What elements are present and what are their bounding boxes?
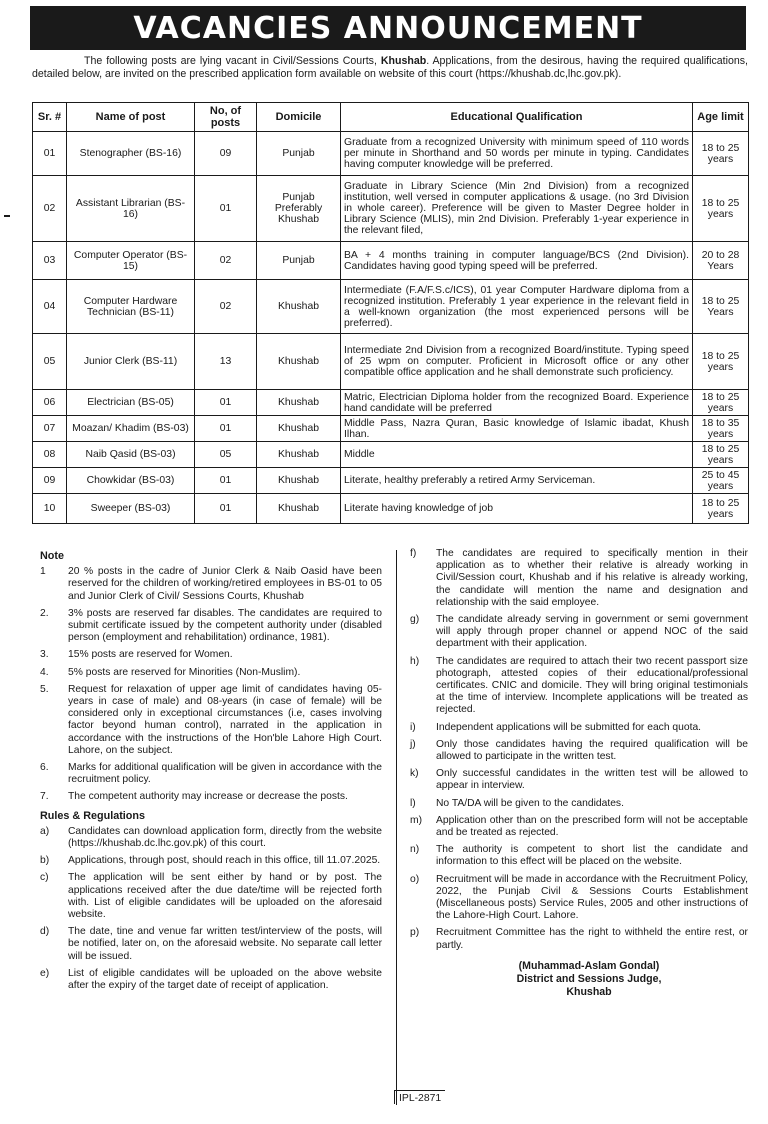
cell-domicile: Khushab [257,390,341,416]
cell-age-limit: 18 to 25 years [693,442,749,468]
cell-qualification: BA + 4 months training in computer language/BCS (2nd Division). Candidates having good typing speed will be preferred. [341,242,693,280]
cell-posts-count: 01 [195,416,257,442]
table-row [33,390,749,416]
list-item-text: Recruitment will be made in accordance with the Recruitment Policy, 2022, the Punjab Civil & Sessions Courts Establishment (Miscellaneous posts) Service Rules, 2005 and other instructions of the Lahore-High Court. Lahore. [436,873,748,922]
list-item-number: k) [410,768,419,780]
list-item-number: i) [410,721,416,733]
cell-sr: 10 [33,494,67,524]
cell-qualification: Middle [341,442,693,468]
list-item-text: The competent authority may increase or decrease the posts. [68,791,348,803]
intro-paragraph [32,55,748,81]
cell-posts-count: 05 [195,442,257,468]
reference-number: IPL-2871 [394,1090,445,1104]
header-posts-count: No, of posts [195,103,257,132]
cell-age-limit: 18 to 25 years [693,390,749,416]
cell-domicile: Punjab [257,242,341,280]
cell-domicile: Khushab [257,442,341,468]
header-post: Name of post [67,103,195,132]
list-item-text: 3% posts are reserved far disables. The candidates are required to submit certificate issued by the competent authority under (disabled person (employment and rehabilitation) ordinance, 1981). [68,607,382,644]
list-item-number: 1 [40,566,46,578]
list-item [410,548,748,609]
cell-sr: 08 [33,442,67,468]
cell-sr: 06 [33,390,67,416]
cell-post-name: Sweeper (BS-03) [67,494,195,524]
table-row [33,416,749,442]
list-item [32,762,382,786]
list-item-number: h) [410,655,420,667]
list-item-text: List of eligible candidates will be uploaded on the above website after the expiry of the target date of receipt of application. [68,967,382,992]
list-item [32,926,382,963]
cell-post-name: Moazan/ Khadim (BS-03) [67,416,195,442]
table-row [33,242,749,280]
cell-age-limit: 18 to 25 years [693,176,749,242]
cell-post-name: Computer Hardware Technician (BS-11) [67,280,195,334]
cell-domicile: Khushab [257,334,341,390]
vacancies-table [32,102,749,524]
vacancies-table-body [33,132,749,524]
list-item [32,968,382,992]
list-item-number: 7. [40,791,49,803]
list-item-text: Independent applications will be submitted for each quota. [436,721,702,733]
cell-qualification: Intermediate 2nd Division from a recognized Board/institute. Typing speed of 25 wpm on computer. Proficient in Microsoft office or any other compatible office application and he shall demonstrate such proficiency. [341,334,693,390]
list-item [32,608,382,645]
list-item-number: p) [410,927,420,939]
table-row [33,442,749,468]
list-item-text: The candidates are required to attach their two recent passport size photograph, attested copies of their educational/professional certificates. CNIC and domicile. They will bring original testimonials at the time of interview. Incomplete applications will be treated as rejected. [436,655,748,716]
list-item-text: No TA/DA will be given to the candidates. [436,797,624,809]
table-row [33,494,749,524]
cell-domicile: Khushab [257,416,341,442]
table-row [33,334,749,390]
list-item-number: 6. [40,762,49,774]
cell-qualification: Graduate in Library Science (Min 2nd Division) from a recognized institution, well versed in computer applications & usage. (no 3rd Division in whole career). Preference will be given to Master Degree holder in Library Science (MLIS), min 2nd Division. Preferably 1-year experience in the relevant filed, [341,176,693,242]
list-item-number: 3. [40,649,49,661]
column-divider [396,550,397,1105]
list-item [410,656,748,717]
list-item [410,722,748,734]
signature-designation: District and Sessions Judge, [516,972,662,985]
list-item-text: The candidate already serving in government or semi government will apply through proper channel or append NOC of the said department with their application. [436,614,748,650]
header-sr: Sr. # [33,103,67,132]
notes-left-column [32,548,382,997]
list-item [410,614,748,651]
cell-sr: 02 [33,176,67,242]
rules-title: Rules & Regulations [40,809,145,822]
list-item [32,566,382,603]
list-item-text: The application will be sent either by hand or by post. The applications received after the due date/time will be rejected forth with. List of eligible candidates will be uploaded on the aforesaid website. [68,872,382,921]
rules-list [32,826,382,992]
list-item [410,798,748,810]
list-item-number: e) [40,967,50,979]
list-item-text: 5% posts are reserved for Minorities (Non-Muslim). [68,666,301,678]
list-item [32,826,382,850]
cell-sr: 01 [33,132,67,176]
cell-posts-count: 01 [195,468,257,494]
list-item-number: f) [410,548,417,559]
cell-posts-count: 09 [195,132,257,176]
note-title: Note [40,550,64,562]
cell-age-limit: 18 to 25 years [693,132,749,176]
list-item [410,844,748,868]
cell-domicile: Punjab [257,132,341,176]
list-item-number: d) [40,926,50,938]
cell-posts-count: 02 [195,280,257,334]
margin-mark [4,215,10,217]
list-item-text: Marks for additional qualification will be given in accordance with the recruitment policy. [68,762,382,786]
list-item-number: m) [410,814,423,826]
table-header-row [33,103,749,132]
cell-post-name: Computer Operator (BS-15) [67,242,195,280]
cell-posts-count: 01 [195,390,257,416]
list-item [410,739,748,763]
list-item-text: Only successful candidates in the written test will be allowed to appear in interview. [436,768,748,792]
list-item-text: 15% posts are reserved for Women. [68,649,233,661]
list-item-text: Only those candidates having the required qualification will be allowed to participate in the written test. [436,738,748,763]
list-item [410,874,748,923]
list-item-number: 5. [40,683,49,695]
cell-age-limit: 18 to 25 Years [693,280,749,334]
list-item-number: n) [410,844,420,856]
list-item-text: The authority is competent to short list the candidate and information to this effect will be placed on the website. [436,844,748,868]
cell-sr: 07 [33,416,67,442]
rules-right-list [410,548,748,952]
cell-posts-count: 13 [195,334,257,390]
cell-domicile: Khushab [257,468,341,494]
list-item-text: 20 % posts in the cadre of Junior Clerk & Naib Oasid have been reserved for the children of working/retired employees in BS-01 to 05 and Junior Clerk of Civil/ Sessions Courts, Khushab [68,566,382,602]
cell-qualification: Intermediate (F.A/F.S.c/ICS), 01 year Computer Hardware diploma from a recognized institution. Preferably 1 year experience in the relevant field in a well-known organization (the most experienced persons will be preferred). [341,280,693,334]
cell-sr: 04 [33,280,67,334]
signature-name: (Muhammad-Aslam Gondal) [518,959,660,972]
header-age: Age limit [693,103,749,132]
cell-qualification: Matric, Electrician Diploma holder from the recognized Board. Experience hand candidate will be preferred [341,390,693,416]
table-row [33,132,749,176]
list-item-text: Recruitment Committee has the right to withheld the entire rest, or partly. [436,927,748,951]
list-item-number: l) [410,797,416,809]
intro-text-bold: Khushab [380,55,427,67]
list-item [32,855,382,867]
cell-posts-count: 02 [195,242,257,280]
list-item-number: b) [40,855,50,867]
cell-post-name: Naib Qasid (BS-03) [67,442,195,468]
cell-post-name: Stenographer (BS-16) [67,132,195,176]
cell-qualification: Graduate from a recognized University with minimum speed of 110 words per minute in Shorthand and 50 words per minute in typing. Candidates having computer knowledge will be preferred. [341,132,693,176]
table-row [33,280,749,334]
list-item [32,649,382,661]
table-row [33,176,749,242]
list-item-text: Applications, through post, should reach in this office, till 11.07.2025. [68,855,381,867]
notes-right-column [410,548,748,999]
list-item [410,768,748,792]
intro-text-after: . Applications, from the desirous, having the required qualifications, detailed below, are invited on the prescribed application form available on website of this court (https://khushab.dc,lhc.gov.pk). [32,55,748,80]
list-item [410,815,748,839]
list-item [32,872,382,921]
cell-age-limit: 20 to 28 Years [693,242,749,280]
list-item-number: 4. [40,666,49,678]
header-domicile: Domicile [257,103,341,132]
signature-place: Khushab [566,985,612,998]
notes-list [32,566,382,803]
cell-post-name: Chowkidar (BS-03) [67,468,195,494]
cell-sr: 09 [33,468,67,494]
cell-posts-count: 01 [195,176,257,242]
list-item-number: g) [410,614,420,626]
page-title: VACANCIES ANNOUNCEMENT [30,6,746,50]
cell-qualification: Literate having knowledge of job [341,494,693,524]
list-item-text: The candidates are required to specifically mention in their application as to whether their relative is already working in Civil/Session court, Khushab and if his relative is already working, the candidate will mention the name and designation and relationship with the said employee. [436,548,748,608]
list-item-text: Request for relaxation of upper age limit of candidates having 05-years in case of male) and 08-years (in case of female) will be considered only in exceptional circumstances (i.e, cases involving factor beyond human control), narrated in the application in accordance with the instructions of the Hon'ble Lahore High Court. Lahore, on the subject. [68,683,382,756]
header-qualification: Educational Qualification [341,103,693,132]
table-row [33,468,749,494]
cell-qualification: Middle Pass, Nazra Quran, Basic knowledge of Islamic ibadat, Khush Ilhan. [341,416,693,442]
cell-posts-count: 01 [195,494,257,524]
cell-domicile: Khushab [257,280,341,334]
cell-sr: 03 [33,242,67,280]
cell-domicile: Punjab Preferably Khushab [257,176,341,242]
list-item-text: The date, tine and venue far written test/interview of the posts, will be notified, later on, on the aforesaid website. No separate call letter will be issued. [68,926,382,962]
cell-age-limit: 18 to 25 years [693,494,749,524]
intro-text-before: The following posts are lying vacant in Civil/Sessions Courts, [84,55,381,67]
notes-section [32,548,748,1110]
cell-post-name: Junior Clerk (BS-11) [67,334,195,390]
list-item-number: c) [40,872,49,884]
list-item-number: o) [410,873,420,885]
list-item [32,684,382,757]
signature-block [430,960,748,999]
list-item-number: a) [40,825,50,837]
list-item-text: Candidates can download application form, directly from the website (https://khushab.dc.lhc.gov.pk) of this court. [68,825,382,850]
cell-post-name: Assistant Librarian (BS-16) [67,176,195,242]
cell-qualification: Literate, healthy preferably a retired Army Serviceman. [341,468,693,494]
cell-age-limit: 18 to 25 years [693,334,749,390]
cell-age-limit: 18 to 35 years [693,416,749,442]
list-item [32,791,382,803]
list-item-text: Application other than on the prescribed form will not be acceptable and be treated as rejected. [436,814,748,839]
list-item-number: 2. [40,607,49,619]
list-item [410,927,748,951]
cell-domicile: Khushab [257,494,341,524]
cell-post-name: Electrician (BS-05) [67,390,195,416]
cell-age-limit: 25 to 45 years [693,468,749,494]
cell-sr: 05 [33,334,67,390]
list-item-number: j) [410,738,416,750]
list-item [32,667,382,679]
